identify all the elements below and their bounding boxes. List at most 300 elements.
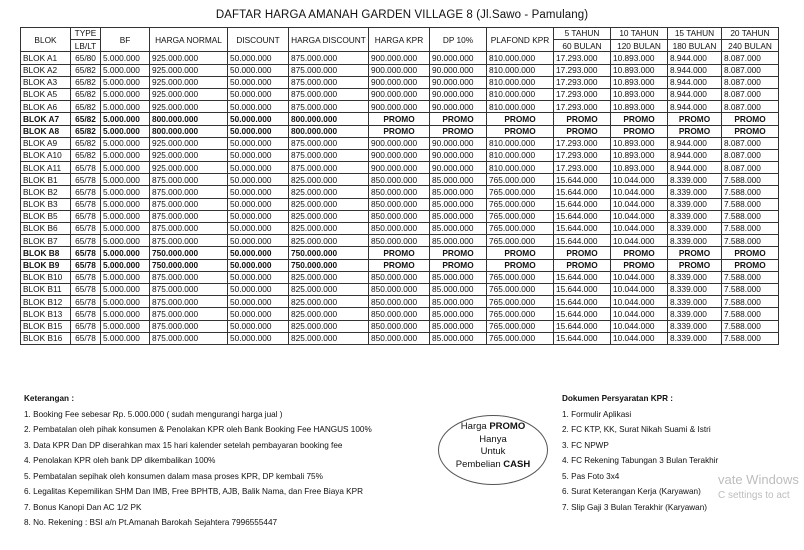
table-cell: 10.044.000 <box>611 271 668 283</box>
table-cell: 65/82 <box>71 149 101 161</box>
table-cell: 8.944.000 <box>668 137 722 149</box>
table-cell: 8.339.000 <box>668 308 722 320</box>
table-cell: 825.000.000 <box>289 283 369 295</box>
table-cell: 90.000.000 <box>430 162 487 174</box>
table-cell: 850.000.000 <box>369 223 430 235</box>
keterangan-item: 1. Booking Fee sebesar Rp. 5.000.000 ( sudah mengurangi harga jual ) <box>24 409 283 419</box>
header-harga-normal: HARGA NORMAL <box>150 28 228 52</box>
table-cell: 50.000.000 <box>228 271 289 283</box>
table-cell: 15.644.000 <box>554 271 611 283</box>
table-cell: 925.000.000 <box>150 137 228 149</box>
promo-line-4: Pembelian CASH <box>455 458 531 470</box>
table-cell: 50.000.000 <box>228 210 289 222</box>
table-cell: 90.000.000 <box>430 64 487 76</box>
table-cell: 50.000.000 <box>228 76 289 88</box>
table-row <box>21 235 779 247</box>
table-cell: 8.339.000 <box>668 210 722 222</box>
table-row <box>21 113 779 125</box>
table-cell: 875.000.000 <box>150 186 228 198</box>
table-cell: 5.000.000 <box>101 88 150 100</box>
table-cell: 765.000.000 <box>487 332 554 344</box>
table-cell: 900.000.000 <box>369 76 430 88</box>
table-cell: PROMO <box>611 113 668 125</box>
table-cell: 17.293.000 <box>554 64 611 76</box>
table-cell: 850.000.000 <box>369 332 430 344</box>
table-cell: 8.087.000 <box>722 88 779 100</box>
promo-line-1: Harga PROMO <box>460 421 526 432</box>
table-cell: 825.000.000 <box>289 174 369 186</box>
table-cell: 15.644.000 <box>554 186 611 198</box>
table-cell: 65/78 <box>71 332 101 344</box>
table-cell: 10.044.000 <box>611 296 668 308</box>
table-cell: 65/82 <box>71 88 101 100</box>
table-cell: 15.644.000 <box>554 235 611 247</box>
table-row <box>21 174 779 186</box>
table-cell: 925.000.000 <box>150 52 228 64</box>
table-cell: 17.293.000 <box>554 137 611 149</box>
table-cell: BLOK B5 <box>21 210 71 222</box>
keterangan-item: 2. Pembatalan oleh pihak konsumen & Penolakan KPR oleh Bank Booking Fee HANGUS 100% <box>24 425 372 434</box>
table-row <box>21 247 779 259</box>
table-cell: 17.293.000 <box>554 149 611 161</box>
table-cell: 825.000.000 <box>289 320 369 332</box>
table-cell: 810.000.000 <box>487 64 554 76</box>
table-cell: 50.000.000 <box>228 137 289 149</box>
table-cell: 50.000.000 <box>228 101 289 113</box>
table-cell: PROMO <box>611 125 668 137</box>
table-cell: 8.087.000 <box>722 76 779 88</box>
header-10-tahun: 10 TAHUN <box>611 28 668 40</box>
table-cell: PROMO <box>487 113 554 125</box>
table-cell: 5.000.000 <box>101 247 150 259</box>
table-cell: 850.000.000 <box>369 198 430 210</box>
table-cell: 7.588.000 <box>722 186 779 198</box>
dokumen-section <box>562 391 718 515</box>
table-cell: 825.000.000 <box>289 198 369 210</box>
table-cell: 50.000.000 <box>228 125 289 137</box>
table-cell: 15.644.000 <box>554 210 611 222</box>
table-cell: 10.044.000 <box>611 332 668 344</box>
table-cell: BLOK B13 <box>21 308 71 320</box>
table-cell: 7.588.000 <box>722 223 779 235</box>
table-cell: 10.893.000 <box>611 137 668 149</box>
table-cell: PROMO <box>611 247 668 259</box>
table-row <box>21 283 779 295</box>
table-cell: 10.044.000 <box>611 223 668 235</box>
table-cell: 50.000.000 <box>228 320 289 332</box>
table-cell: 925.000.000 <box>150 149 228 161</box>
table-cell: 85.000.000 <box>430 332 487 344</box>
table-cell: 15.644.000 <box>554 223 611 235</box>
table-cell: 85.000.000 <box>430 271 487 283</box>
table-cell: BLOK B6 <box>21 223 71 235</box>
table-cell: 875.000.000 <box>289 137 369 149</box>
table-cell: PROMO <box>668 247 722 259</box>
table-cell: 5.000.000 <box>101 113 150 125</box>
table-row <box>21 137 779 149</box>
table-cell: 900.000.000 <box>369 149 430 161</box>
table-cell: 5.000.000 <box>101 210 150 222</box>
keterangan-item: 7. Bonus Kanopi Dan AC 1/2 PK <box>24 502 142 512</box>
table-cell: 10.044.000 <box>611 198 668 210</box>
table-cell: 850.000.000 <box>369 320 430 332</box>
table-cell: 8.944.000 <box>668 162 722 174</box>
table-cell: 5.000.000 <box>101 162 150 174</box>
dokumen-item: 3. FC NPWP <box>562 440 609 450</box>
table-cell: PROMO <box>369 247 430 259</box>
table-cell: 65/78 <box>71 247 101 259</box>
table-cell: 7.588.000 <box>722 271 779 283</box>
dokumen-heading: Dokumen Persyaratan KPR : <box>562 394 674 403</box>
header-discount: DISCOUNT <box>228 28 289 52</box>
table-cell: 50.000.000 <box>228 247 289 259</box>
header-blok: BLOK <box>21 28 71 52</box>
table-cell: 5.000.000 <box>101 137 150 149</box>
table-cell: 50.000.000 <box>228 64 289 76</box>
table-cell: PROMO <box>430 113 487 125</box>
table-cell: 85.000.000 <box>430 308 487 320</box>
table-cell: PROMO <box>554 113 611 125</box>
table-cell: 65/82 <box>71 101 101 113</box>
table-cell: 925.000.000 <box>150 88 228 100</box>
table-cell: 50.000.000 <box>228 223 289 235</box>
table-cell: 5.000.000 <box>101 296 150 308</box>
table-cell: BLOK A7 <box>21 113 71 125</box>
table-cell: 85.000.000 <box>430 320 487 332</box>
table-cell: PROMO <box>487 125 554 137</box>
dokumen-item: 7. Slip Gaji 3 Bulan Terakhir (Karyawan) <box>562 502 708 512</box>
table-cell: 50.000.000 <box>228 174 289 186</box>
table-cell: 825.000.000 <box>289 235 369 247</box>
table-cell: 750.000.000 <box>150 247 228 259</box>
table-cell: 65/82 <box>71 137 101 149</box>
table-cell: 15.644.000 <box>554 283 611 295</box>
table-row <box>21 320 779 332</box>
table-cell: 65/82 <box>71 76 101 88</box>
table-cell: 7.588.000 <box>722 283 779 295</box>
table-cell: PROMO <box>554 247 611 259</box>
table-cell: 10.893.000 <box>611 149 668 161</box>
table-cell: BLOK A10 <box>21 149 71 161</box>
table-cell: 10.893.000 <box>611 88 668 100</box>
table-cell: 50.000.000 <box>228 259 289 271</box>
table-cell: 17.293.000 <box>554 88 611 100</box>
table-cell: 8.339.000 <box>668 271 722 283</box>
table-cell: 5.000.000 <box>101 101 150 113</box>
table-cell: 15.644.000 <box>554 308 611 320</box>
table-cell: 875.000.000 <box>150 223 228 235</box>
table-cell: 850.000.000 <box>369 296 430 308</box>
table-cell: 5.000.000 <box>101 235 150 247</box>
table-cell: 10.893.000 <box>611 64 668 76</box>
table-cell: BLOK A8 <box>21 125 71 137</box>
table-cell: PROMO <box>722 125 779 137</box>
table-cell: 8.087.000 <box>722 149 779 161</box>
table-cell: 90.000.000 <box>430 149 487 161</box>
table-cell: PROMO <box>430 125 487 137</box>
table-cell: 65/78 <box>71 174 101 186</box>
table-cell: 750.000.000 <box>289 259 369 271</box>
table-cell: 850.000.000 <box>369 210 430 222</box>
table-cell: 8.339.000 <box>668 198 722 210</box>
table-cell: BLOK B7 <box>21 235 71 247</box>
table-row <box>21 271 779 283</box>
dokumen-item: 6. Surat Keterangan Kerja (Karyawan) <box>562 487 701 496</box>
table-cell: 17.293.000 <box>554 76 611 88</box>
table-cell: PROMO <box>554 259 611 271</box>
table-cell: 850.000.000 <box>369 174 430 186</box>
table-cell: 8.339.000 <box>668 296 722 308</box>
table-cell: 10.044.000 <box>611 308 668 320</box>
table-cell: BLOK A9 <box>21 137 71 149</box>
table-cell: 10.893.000 <box>611 52 668 64</box>
table-row <box>21 125 779 137</box>
table-cell: 825.000.000 <box>289 271 369 283</box>
table-cell: 7.588.000 <box>722 174 779 186</box>
table-cell: 810.000.000 <box>487 149 554 161</box>
table-cell: 825.000.000 <box>289 332 369 344</box>
table-cell: 85.000.000 <box>430 198 487 210</box>
table-cell: 765.000.000 <box>487 186 554 198</box>
table-cell: 8.087.000 <box>722 52 779 64</box>
keterangan-item: 5. Pembatalan sepihak oleh konsumen dalam masa proses KPR, DP kembali 75% <box>24 471 323 481</box>
table-cell: 5.000.000 <box>101 223 150 235</box>
table-cell: 50.000.000 <box>228 296 289 308</box>
table-cell: 5.000.000 <box>101 64 150 76</box>
table-cell: 5.000.000 <box>101 308 150 320</box>
keterangan-item: 3. Data KPR Dan DP diserahkan max 15 hari kalender setelah pembayaran booking fee <box>24 440 343 450</box>
table-cell: 15.644.000 <box>554 296 611 308</box>
table-cell: 925.000.000 <box>150 64 228 76</box>
table-cell: 8.339.000 <box>668 320 722 332</box>
table-cell: 875.000.000 <box>150 332 228 344</box>
table-cell: 7.588.000 <box>722 332 779 344</box>
table-cell: 5.000.000 <box>101 332 150 344</box>
table-cell: 875.000.000 <box>289 76 369 88</box>
keterangan-item: 8. No. Rekening : BSI a/n Pt.Amanah Barokah Sejahtera 7996555447 <box>24 518 278 527</box>
table-cell: 10.893.000 <box>611 162 668 174</box>
header-bf: BF <box>101 28 150 52</box>
table-cell: 825.000.000 <box>289 223 369 235</box>
table-cell: 8.339.000 <box>668 283 722 295</box>
table-cell: 10.893.000 <box>611 101 668 113</box>
table-cell: 50.000.000 <box>228 186 289 198</box>
header-180-bulan: 180 BULAN <box>668 40 722 52</box>
table-cell: 900.000.000 <box>369 162 430 174</box>
table-cell: 65/82 <box>71 64 101 76</box>
table-cell: 8.339.000 <box>668 332 722 344</box>
header-plafond: PLAFOND KPR <box>487 28 554 52</box>
table-cell: 900.000.000 <box>369 88 430 100</box>
table-cell: 810.000.000 <box>487 52 554 64</box>
table-cell: 50.000.000 <box>228 149 289 161</box>
table-cell: 810.000.000 <box>487 88 554 100</box>
table-cell: 7.588.000 <box>722 296 779 308</box>
table-cell: 10.044.000 <box>611 235 668 247</box>
table-cell: 65/78 <box>71 308 101 320</box>
table-cell: 8.944.000 <box>668 149 722 161</box>
table-cell: PROMO <box>611 259 668 271</box>
table-cell: 50.000.000 <box>228 283 289 295</box>
table-cell: BLOK A6 <box>21 101 71 113</box>
table-cell: 750.000.000 <box>289 247 369 259</box>
header-120-bulan: 120 BULAN <box>611 40 668 52</box>
table-row <box>21 259 779 271</box>
table-cell: 825.000.000 <box>289 210 369 222</box>
table-cell: 15.644.000 <box>554 198 611 210</box>
table-cell: 765.000.000 <box>487 271 554 283</box>
table-cell: 65/78 <box>71 235 101 247</box>
table-cell: 850.000.000 <box>369 283 430 295</box>
table-cell: 8.944.000 <box>668 64 722 76</box>
table-cell: 875.000.000 <box>289 149 369 161</box>
table-cell: 875.000.000 <box>150 235 228 247</box>
table-cell: 7.588.000 <box>722 320 779 332</box>
table-cell: 85.000.000 <box>430 174 487 186</box>
activate-windows-watermark-sub: C settings to act <box>718 490 790 501</box>
table-cell: BLOK B8 <box>21 247 71 259</box>
table-cell: 85.000.000 <box>430 210 487 222</box>
table-cell: 810.000.000 <box>487 76 554 88</box>
dokumen-item: 5. Pas Foto 3x4 <box>562 471 620 481</box>
table-cell: 65/78 <box>71 186 101 198</box>
table-cell: 875.000.000 <box>150 308 228 320</box>
table-cell: 765.000.000 <box>487 235 554 247</box>
table-cell: 5.000.000 <box>101 186 150 198</box>
table-cell: 825.000.000 <box>289 308 369 320</box>
table-row <box>21 88 779 100</box>
table-cell: PROMO <box>668 259 722 271</box>
table-cell: 5.000.000 <box>101 125 150 137</box>
table-cell: 810.000.000 <box>487 137 554 149</box>
header-240-bulan: 240 BULAN <box>722 40 779 52</box>
table-cell: 5.000.000 <box>101 149 150 161</box>
table-cell: 900.000.000 <box>369 64 430 76</box>
table-cell: 65/78 <box>71 296 101 308</box>
table-cell: PROMO <box>369 113 430 125</box>
table-cell: 765.000.000 <box>487 223 554 235</box>
table-cell: PROMO <box>668 113 722 125</box>
table-cell: BLOK A1 <box>21 52 71 64</box>
table-cell: 765.000.000 <box>487 320 554 332</box>
keterangan-item: 4. Penolakan KPR oleh bank DP dikembalikan 100% <box>24 456 216 465</box>
table-cell: 85.000.000 <box>430 186 487 198</box>
table-cell: 8.087.000 <box>722 64 779 76</box>
table-cell: 17.293.000 <box>554 101 611 113</box>
table-cell: 10.893.000 <box>611 76 668 88</box>
table-row <box>21 223 779 235</box>
table-cell: 875.000.000 <box>150 296 228 308</box>
table-cell: 900.000.000 <box>369 52 430 64</box>
table-cell: 875.000.000 <box>289 162 369 174</box>
header-5-tahun: 5 TAHUN <box>554 28 611 40</box>
table-cell: 65/82 <box>71 113 101 125</box>
table-cell: 17.293.000 <box>554 52 611 64</box>
table-cell: 90.000.000 <box>430 76 487 88</box>
table-cell: 50.000.000 <box>228 162 289 174</box>
header-15-tahun: 15 TAHUN <box>668 28 722 40</box>
table-cell: BLOK B1 <box>21 174 71 186</box>
table-cell: 850.000.000 <box>369 308 430 320</box>
dokumen-item: 1. Formulir Aplikasi <box>562 409 632 419</box>
keterangan-item: 6. Legalitas Kepemilikan SHM Dan IMB, Free BPHTB, AJB, Balik Nama, dan Free Biaya KPR <box>24 487 364 496</box>
activate-windows-watermark: vate Windows <box>718 472 799 487</box>
table-row <box>21 64 779 76</box>
table-cell: 850.000.000 <box>369 186 430 198</box>
table-cell: 50.000.000 <box>228 332 289 344</box>
table-row <box>21 296 779 308</box>
table-cell: 875.000.000 <box>150 271 228 283</box>
table-cell: BLOK B11 <box>21 283 71 295</box>
table-cell: 875.000.000 <box>150 320 228 332</box>
table-cell: 8.944.000 <box>668 88 722 100</box>
table-row <box>21 198 779 210</box>
table-cell: 7.588.000 <box>722 210 779 222</box>
table-row <box>21 149 779 161</box>
table-body <box>21 52 779 345</box>
table-cell: 875.000.000 <box>150 198 228 210</box>
table-cell: 925.000.000 <box>150 76 228 88</box>
table-cell: PROMO <box>487 247 554 259</box>
table-cell: 5.000.000 <box>101 52 150 64</box>
table-cell: 5.000.000 <box>101 283 150 295</box>
table-cell: 50.000.000 <box>228 235 289 247</box>
table-cell: 17.293.000 <box>554 162 611 174</box>
header-60-bulan: 60 BULAN <box>554 40 611 52</box>
header-harga-kpr: HARGA KPR <box>369 28 430 52</box>
table-cell: 85.000.000 <box>430 283 487 295</box>
table-cell: 8.339.000 <box>668 235 722 247</box>
table-cell: 85.000.000 <box>430 235 487 247</box>
table-cell: PROMO <box>722 259 779 271</box>
promo-oval <box>438 415 548 485</box>
table-row <box>21 186 779 198</box>
table-cell: 5.000.000 <box>101 320 150 332</box>
table-cell: 65/78 <box>71 259 101 271</box>
table-cell: 50.000.000 <box>228 308 289 320</box>
dokumen-item: 2. FC KTP, KK, Surat Nikah Suami & Istri <box>562 425 711 434</box>
table-cell: 50.000.000 <box>228 52 289 64</box>
table-cell: 800.000.000 <box>289 125 369 137</box>
table-cell: 8.087.000 <box>722 137 779 149</box>
table-cell: 50.000.000 <box>228 198 289 210</box>
table-cell: BLOK A2 <box>21 64 71 76</box>
table-row <box>21 101 779 113</box>
table-header <box>21 28 779 52</box>
table-cell: 85.000.000 <box>430 223 487 235</box>
table-cell: 10.044.000 <box>611 210 668 222</box>
header-type-sub: LB/LT <box>71 40 101 52</box>
table-cell: 15.644.000 <box>554 332 611 344</box>
header-20-tahun: 20 TAHUN <box>722 28 779 40</box>
table-row <box>21 52 779 64</box>
table-cell: 825.000.000 <box>289 296 369 308</box>
table-cell: 8.339.000 <box>668 223 722 235</box>
table-row <box>21 210 779 222</box>
table-cell: 65/78 <box>71 223 101 235</box>
table-cell: 765.000.000 <box>487 283 554 295</box>
table-cell: PROMO <box>668 125 722 137</box>
table-cell: 7.588.000 <box>722 198 779 210</box>
table-cell: 85.000.000 <box>430 296 487 308</box>
table-cell: 750.000.000 <box>150 259 228 271</box>
table-cell: BLOK B12 <box>21 296 71 308</box>
keterangan-heading: Keterangan : <box>24 394 75 403</box>
table-cell: 65/78 <box>71 210 101 222</box>
table-cell: 800.000.000 <box>150 113 228 125</box>
table-row <box>21 332 779 344</box>
table-cell: 5.000.000 <box>101 76 150 88</box>
